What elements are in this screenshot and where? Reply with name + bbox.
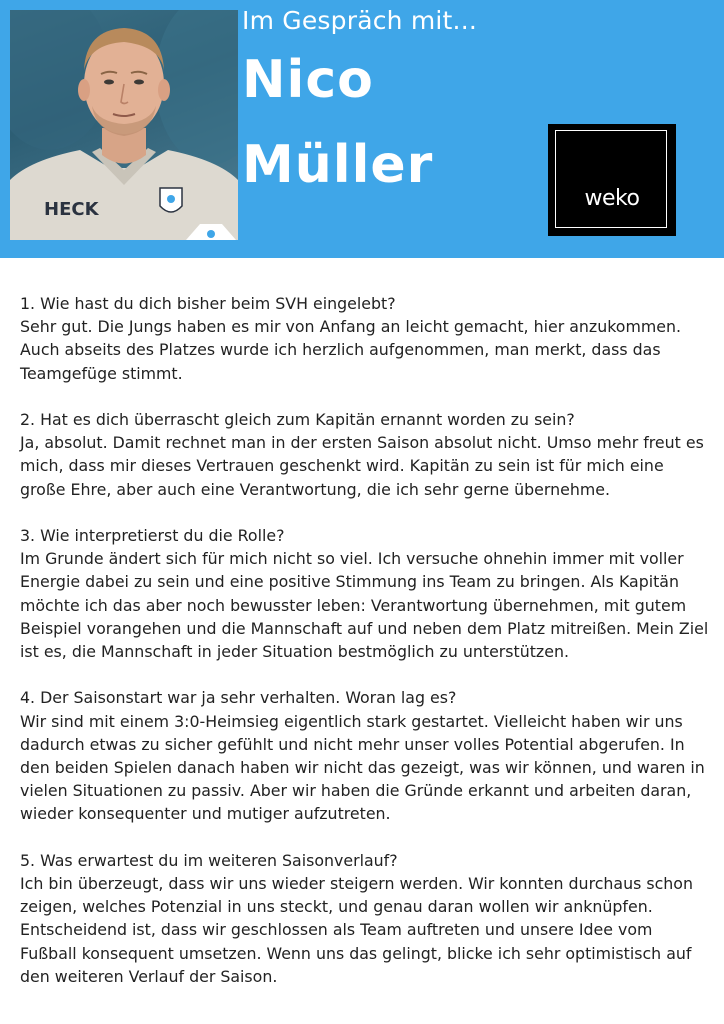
- interview-answer: Wir sind mit einem 3:0-Heimsieg eigentlich stark gestartet. Vielleicht haben wir uns dadurch etwas zu sicher gefühlt und nicht mehr unser volles Potential abgerufen. In den beiden Spielen danach haben wir nicht das gezeigt, was wir können, und waren in vielen Situationen zu passiv. Aber wir haben die Gründe erkannt und arbeiten daran, wieder konsequenter und mutiger aufzutreten.: [20, 711, 705, 824]
- interview-item: [20, 408, 710, 501]
- shirt-sponsor-text: HECK: [44, 199, 99, 220]
- header-banner: [0, 0, 724, 258]
- interview-body: [20, 292, 710, 1011]
- interview-item: [20, 524, 710, 663]
- interview-answer: Sehr gut. Die Jungs haben es mir von Anfang an leicht gemacht, hier anzukommen. Auch abseits des Platzes wurde ich herzlich aufgenommen, man merkt, dass das Teamgefüge stimmt.: [20, 317, 681, 383]
- interview-question: 5. Was erwartest du im weiteren Saisonverlauf?: [20, 850, 398, 870]
- interview-item: [20, 686, 710, 825]
- sponsor-logo-frame: [555, 130, 667, 228]
- interview-question: 3. Wie interpretierst du die Rolle?: [20, 526, 285, 545]
- interview-item: [20, 292, 710, 385]
- club-crest-icon: [160, 188, 182, 212]
- interview-answer: Ich bin überzeugt, dass wir uns wieder steigern werden. Wir konnten durchaus schon zeigen, welches Potenzial in uns steckt, und genau daran wollen wir anknüpfen. Entscheidend ist, dass wir geschlossen als Team auftreten und unsere Idee vom Fußball konsequent umsetzen. Wenn uns das gelingt, blicke ich sehr optimistisch auf den weiteren Verlauf der Saison.: [20, 874, 693, 986]
- interview-question: 1. Wie hast du dich bisher beim SVH eingelebt?: [20, 294, 396, 313]
- sponsor-logo: [548, 124, 676, 236]
- sponsor-logo-text: weko: [584, 186, 640, 211]
- interview-answer: Im Grunde ändert sich für mich nicht so viel. Ich versuche ohnehin immer mit voller Energie dabei zu sein und eine positive Stimmung ins Team zu bringen. Als Kapitän möchte ich das aber noch bewusster leben: Verantwortung übernehmen, mit gutem Beispiel vorangehen und die Mannschaft auf und neben dem Platz mitreißen. Mein Ziel ist es, die Mannschaft in jeder Situation bestmöglich zu unterstützen.: [20, 549, 709, 662]
- interview-answer: Ja, absolut. Damit rechnet man in der ersten Saison absolut nicht. Umso mehr freut es mich, dass mir dieses Vertrauen geschenkt wird. Kapitän zu sein ist für mich eine große Ehre, aber auch eine Verantwortung, die ich sehr gerne übernehme.: [20, 433, 704, 499]
- interview-question: 2. Hat es dich überrascht gleich zum Kapitän ernannt worden zu sein?: [20, 410, 575, 429]
- header-kicker: Im Gespräch mit...: [242, 6, 477, 35]
- interview-question: 4. Der Saisonstart war ja sehr verhalten. Woran lag es?: [20, 688, 457, 708]
- player-photo: [10, 10, 238, 240]
- player-first-name: Nico: [242, 50, 374, 110]
- interview-item: [20, 849, 710, 988]
- player-last-name: Müller: [242, 135, 434, 195]
- player-portrait-illustration: [10, 10, 238, 240]
